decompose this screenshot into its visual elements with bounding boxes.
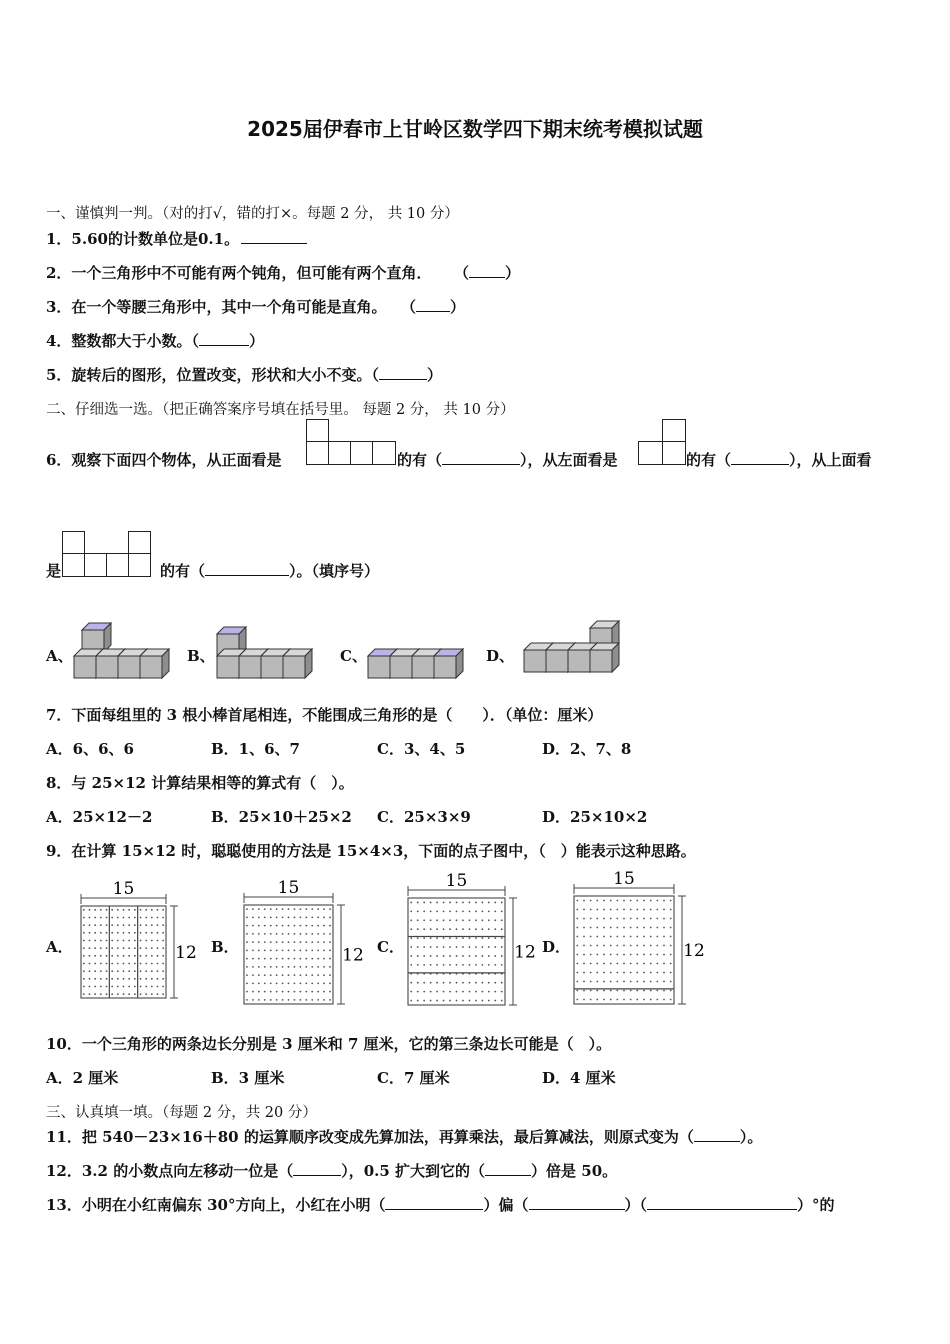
dot-diagram-b-width-label: 15 <box>277 878 300 898</box>
dot-diagram-b-dots <box>246 908 331 1001</box>
page-title: 2025届伊春市上甘岭区数学四下期末统考模拟试题 <box>247 117 703 141</box>
dot-diagram-c-height-label: 12 <box>514 942 536 963</box>
q6-option-a-label: A、 <box>46 647 73 665</box>
dot-diagram-a-dots <box>83 909 164 995</box>
q6-option-c-label: C、 <box>340 647 367 665</box>
dot-diagram-a-width-label: 15 <box>112 879 135 899</box>
dot-diagram-a-frame <box>81 906 166 998</box>
question-5: 5．旋转后的图形，位置改变，形状和大小不变。（ ） <box>46 366 442 384</box>
q9-option-c-label: C． <box>377 938 404 956</box>
dot-diagram-c-width-label: 15 <box>445 871 468 891</box>
section1-header: 一、谨慎判一判。（对的打√，错的打×。每题 2 分， 共 10 分） <box>46 206 459 222</box>
dot-diagram-d-height-label: 12 <box>683 941 705 961</box>
question-11: 11．把 540－23×16＋80 的运算顺序改变成先算加法，再算乘法，最后算减法，则原式变为（ ）。 <box>46 1128 763 1146</box>
question-9: 9．在计算 15×12 时，聪聪使用的方法是 15×4×3，下面的点子图中，（ ）能表示这种思路。 <box>46 842 696 860</box>
dot-diagram-d-dots <box>576 900 671 1001</box>
q6-option-d-label: D、 <box>486 647 515 665</box>
q10-option-b: B．3 厘米 <box>211 1069 285 1087</box>
q10-option-d: D．4 厘米 <box>542 1069 616 1087</box>
q7-option-a: A．6、6、6 <box>46 740 134 758</box>
q7-option-c: C．3、4、5 <box>377 740 466 758</box>
question-6-text-c: 的有（ ），从上面看 <box>686 451 872 469</box>
question-4: 4．整数都大于小数。（ ） <box>46 332 264 350</box>
q8-option-b: B．25×10＋25×2 <box>211 808 352 826</box>
question-13: 13．小明在小红南偏东 30°方向上，小红在小明（ ）偏（ ）（ ）°的 <box>46 1196 835 1214</box>
dot-diagram-b-frame <box>244 905 333 1004</box>
q10-option-a: A．2 厘米 <box>46 1069 119 1087</box>
q8-option-a: A．25×12－2 <box>46 808 153 826</box>
question-6-text: 6．观察下面四个物体，从正面看是 <box>46 451 282 469</box>
q8-option-d: D．25×10×2 <box>542 808 648 826</box>
q9-option-b-label: B． <box>211 938 239 956</box>
dot-diagram-b-height-label: 12 <box>342 945 364 966</box>
question-6-text-e: 的有（ ）。（填序号） <box>160 562 380 580</box>
question-7: 7．下面每组里的 3 根小棒首尾相连，不能围成三角形的是（ ）．（单位：厘米） <box>46 706 603 724</box>
question-3: 3．在一个等腰三角形中，其中一个角可能是直角。 （ ） <box>46 298 465 316</box>
section3-header: 三、认真填一填。（每题 2 分，共 20 分） <box>46 1105 317 1121</box>
dot-diagram-a-height-label: 12 <box>175 943 197 963</box>
section2-header: 二、仔细选一选。（把正确答案序号填在括号里。 每题 2 分， 共 10 分） <box>46 402 515 418</box>
dot-diagram-d-frame <box>574 896 674 1004</box>
dot-diagram-d-width-label: 15 <box>613 869 635 889</box>
dot-diagram-c-dots <box>410 902 502 1002</box>
question-6-text-d: 是 <box>46 562 62 580</box>
question-2: 2．一个三角形中不可能有两个钝角，但可能有两个直角． （ ） <box>46 264 520 282</box>
q8-option-c: C．25×3×9 <box>377 808 471 826</box>
question-12: 12．3.2 的小数点向左移动一位是（ ），0.5 扩大到它的（ ）倍是 50。 <box>46 1162 618 1180</box>
question-1: 1．5.60的计数单位是0.1。 <box>46 228 307 249</box>
q7-option-b: B．1、6、7 <box>211 740 300 758</box>
q7-option-d: D．2、7、8 <box>542 740 632 758</box>
question-6-text-b: 的有（ ），从左面看是 <box>397 451 618 469</box>
question-8: 8．与 25×12 计算结果相等的算式有（ ）。 <box>46 774 354 792</box>
dot-diagram-c-frame <box>408 898 505 1005</box>
q6-option-b-label: B、 <box>187 647 215 665</box>
question-10: 10．一个三角形的两条边长分别是 3 厘米和 7 厘米，它的第三条边长可能是（ ）。 <box>46 1035 612 1053</box>
q9-option-d-label: D． <box>542 938 571 956</box>
q10-option-c: C．7 厘米 <box>377 1069 450 1087</box>
q9-option-a-label: A． <box>46 938 73 956</box>
